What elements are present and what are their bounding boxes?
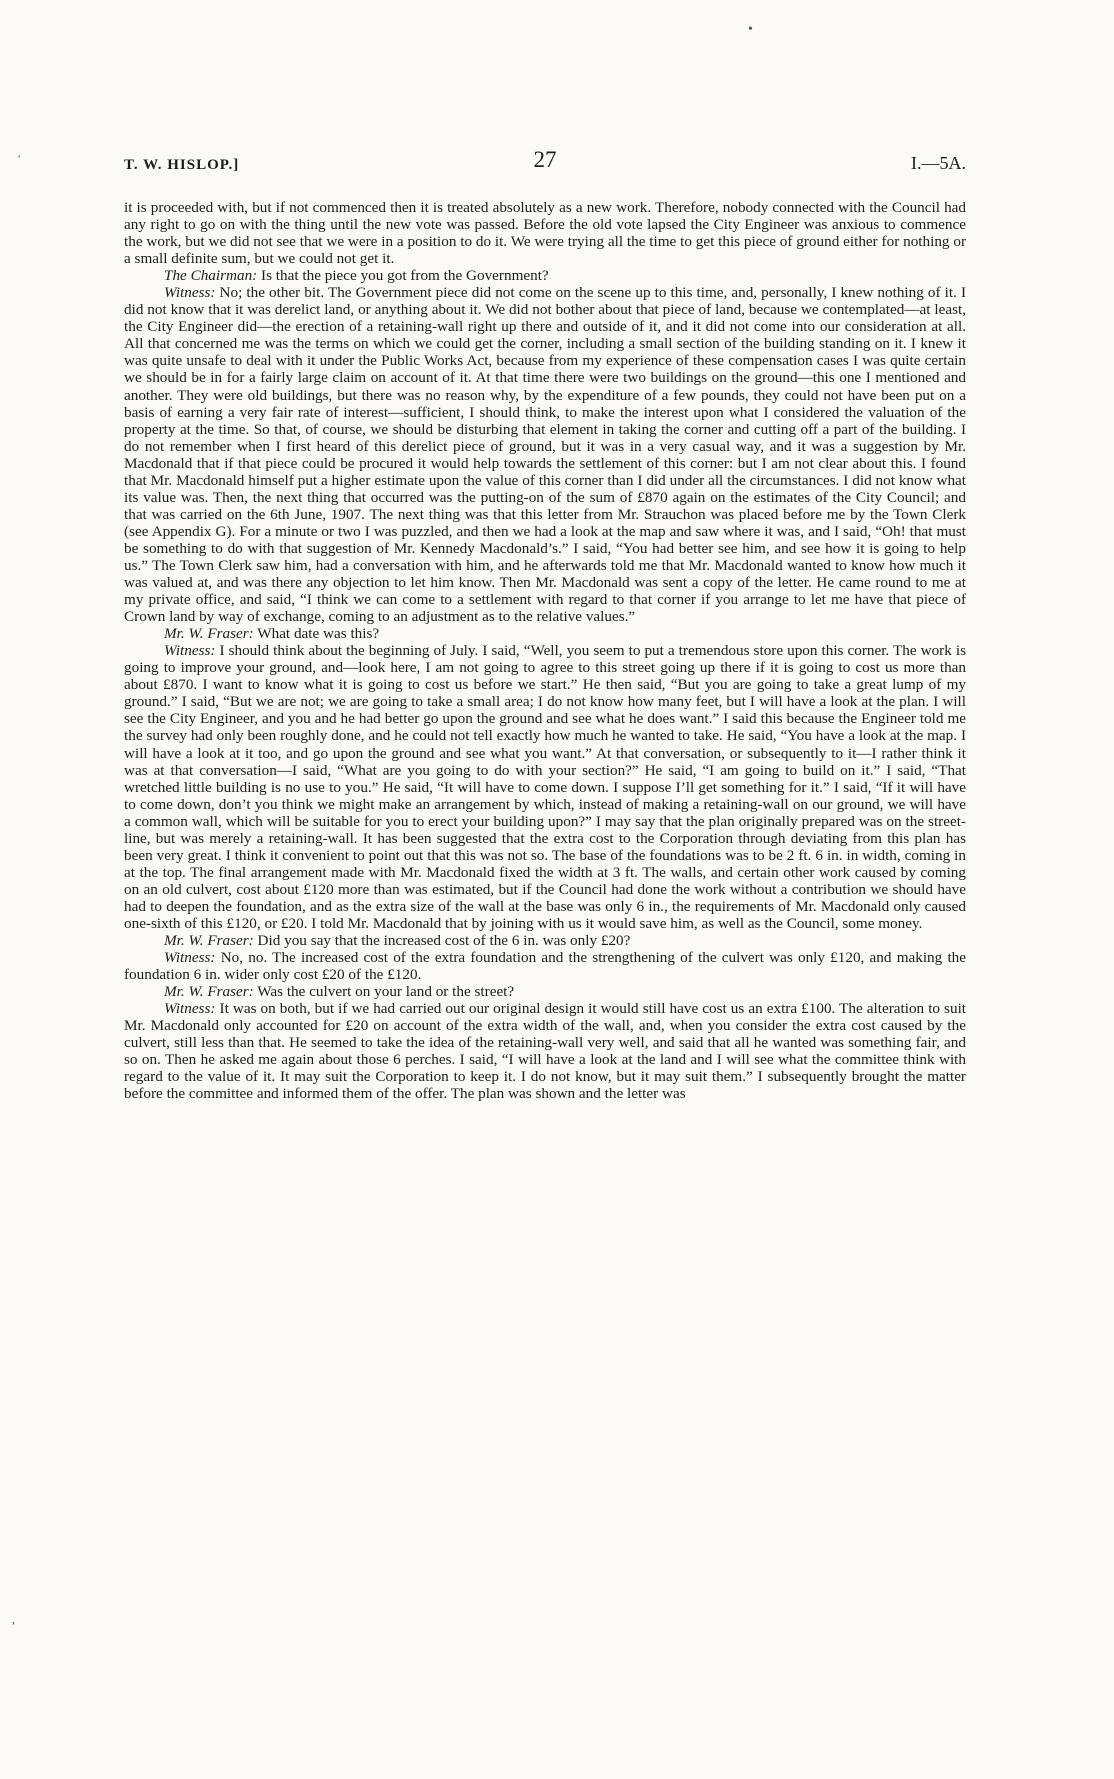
speaker: Mr. W. Fraser: [164, 932, 254, 950]
paragraph: Witness: No, no. The increased cost of the extra foundation and the strengthening of the culvert was only £120, and making the foundation 6 in. wider only cost £20 of the £120. [124, 949, 967, 984]
paragraph: Mr. W. Fraser: What date was this? [164, 625, 380, 643]
paragraph: Mr. W. Fraser: Was the culvert on your land or the street? [164, 983, 515, 1001]
speaker: Witness: [164, 642, 216, 660]
page-header [124, 147, 966, 183]
speaker: Witness: [164, 284, 216, 302]
evidence-text [124, 199, 966, 1102]
speaker: Mr. W. Fraser: [164, 625, 254, 643]
speaker: Mr. W. Fraser: [164, 983, 254, 1001]
paragraph: Mr. W. Fraser: Did you say that the increased cost of the 6 in. was only £20? [164, 932, 631, 950]
paragraph: The Chairman: Is that the piece you got from the Government? [164, 267, 549, 285]
paragraph: Witness: No; the other bit. The Government piece did not come on the scene up to this time, and, personally, I knew nothing of it. I did not know that it was derelict land, or anything about it. We did not bother about that piece of land, because we contemplated—at least, the City Engineer did—the erection of a retaining-wall right up there and outside of it, and it did not come into our consideration at all. All that concerned me was the terms on which we could get the corner, including a small section of the building standing on it. I knew it was quite unsafe to deal with it under the Public Works Act, because from my experience of these compensation cases I was quite certain we should be in for a fairly large claim on account of it. At that time there were two buildings on the ground—this one I mentioned and another. They were old buildings, but there was no reason why, by the expenditure of a few pounds, they could not have been put on a basis of earning a very fair rate of interest—sufficient, I should think, to make the interest upon what I considered the valuation of the property at the time. So that, of course, we should be disturbing that element in taking the corner and cutting off a part of the building. I do not remember when I first heard of this derelict piece of ground, but it was in a very casual way, and it was a suggestion by Mr. Macdonald that if that piece could be procured it would help towards the settlement of this corner: but I am not clear about this. I found that Mr. Macdonald himself put a higher estimate upon the value of this corner than I did under all the circumstances. I did not know what its value was. Then, the next thing that occurred was the putting-on of the sum of £870 again on the estimates of the City Council; and that was carried on the 6th June, 1907. The next thing was that this letter from Mr. Strauchon was placed before me by the Town Clerk (see Appendix G). For a minute or two I was puzzled, and then we had a look at the map and saw where it was, and I said, “Oh! that must be something to do with that suggestion of Mr. Kennedy Macdonald’s.” I said, “You had better see him, and see how it is going to help us.” The Town Clerk saw him, had a conversation with him, and he afterwards told me that Mr. Macdonald wanted to know how much it was valued at, and was there any objection to let him know. Then Mr. Macdonald was sent a copy of the letter. He came round to me at my private office, and said, “I think we can come to a settlement with regard to that corner if you arrange to let me have that piece of Crown land by way of exchange, coming to an adjustment as to the relative values.” [124, 284, 967, 626]
ink-speck: , [12, 1612, 15, 1626]
header-witness-name: T. W. HISLOP.] [124, 157, 240, 173]
speaker: The Chairman: [164, 267, 258, 285]
ink-speck: ' [18, 152, 21, 166]
speaker: Witness: [164, 1000, 216, 1018]
document-reference: I.—5A. [911, 153, 966, 173]
paragraph: Witness: I should think about the beginning of July. I said, “Well, you seem to put a tremendous store upon this corner. The work is going to improve your ground, and—look here, I am not going to agree to this street going up there if it is going to cost us more than about £870. I want to know what it is going to cost us before we start.” He then said, “But you are going to take a great lump of my ground.” I said, “But we are not; we are going to take a small area; I do not know how many feet, but I will have a look at the plan. I will see the City Engineer, and you and he had better go upon the ground and see what he does want.” I said this because the Engineer told me the survey had only been roughly done, and he could not tell exactly how much he wanted to take. He said, “You have a look at the map. I will have a look at it too, and go upon the ground and see what you want.” At that conversation, or subsequently to it—I rather think it was at that conversation—I said, “What are you going to do with your section?” He said, “I am going to build on it.” I said, “That wretched little building is no use to you.” He said, “It will have to come down. I suppose I’ll get something for it.” I said, “If it will have to come down, don’t you think we might make an arrangement by which, instead of making a retaining-wall on our ground, we will have a common wall, which will be suitable for you to erect your building upon?” I may say that the plan originally prepared was on the street-line, but was merely a retaining-wall. It has been suggested that the extra cost to the Corporation through deviating from this plan has been very great. I think it convenient to point out that this was not so. The base of the foundations was to be 2 ft. 6 in. in width, coming in at the top. The final arrangement made with Mr. Macdonald fixed the width at 3 ft. The walls, and certain other work caused by coming on an old culvert, cost about £120 more than was estimated, but if the Council had done the work without a contribution we should have had to deepen the foundation, and as the extra size of the wall at the base was only 6 in., the requirements of Mr. Macdonald only caused one-sixth of this £120, or £20. I told Mr. Macdonald that by joining with us it would save him, as well as the Council, some money. [124, 642, 966, 932]
ink-speck: • [748, 22, 753, 37]
speaker: Witness: [164, 949, 216, 967]
paragraph: it is proceeded with, but if not commenced then it is treated absolutely as a new work. Therefore, nobody connected with the Council had any right to go on with the thing until the new vote was passed. Before the old vote lapsed the City Engineer was anxious to commence the work, but we did not see that we were in a position to do it. We were trying all the time to get this piece of ground either for nothing or a small definite sum, but we could not get it. [124, 199, 966, 268]
paragraph: Witness: It was on both, but if we had carried out our original design it would still have cost us an extra £100. The alteration to suit Mr. Macdonald only accounted for £20 on account of the extra width of the wall, and, when you consider the extra cost caused by the culvert, still less than that. He seemed to take the idea of the retaining-wall very well, and said that all he wanted was something fair, and so on. Then he asked me again about those 6 perches. I said, “I will have a look at the land and I will see what the committee think with regard to the value of it. It may suit the Corporation to keep it. I do not know, but it may suit them.” I subsequently brought the matter before the committee and informed them of the offer. The plan was shown and the letter was [124, 1000, 967, 1103]
page-number: 27 [533, 147, 557, 172]
